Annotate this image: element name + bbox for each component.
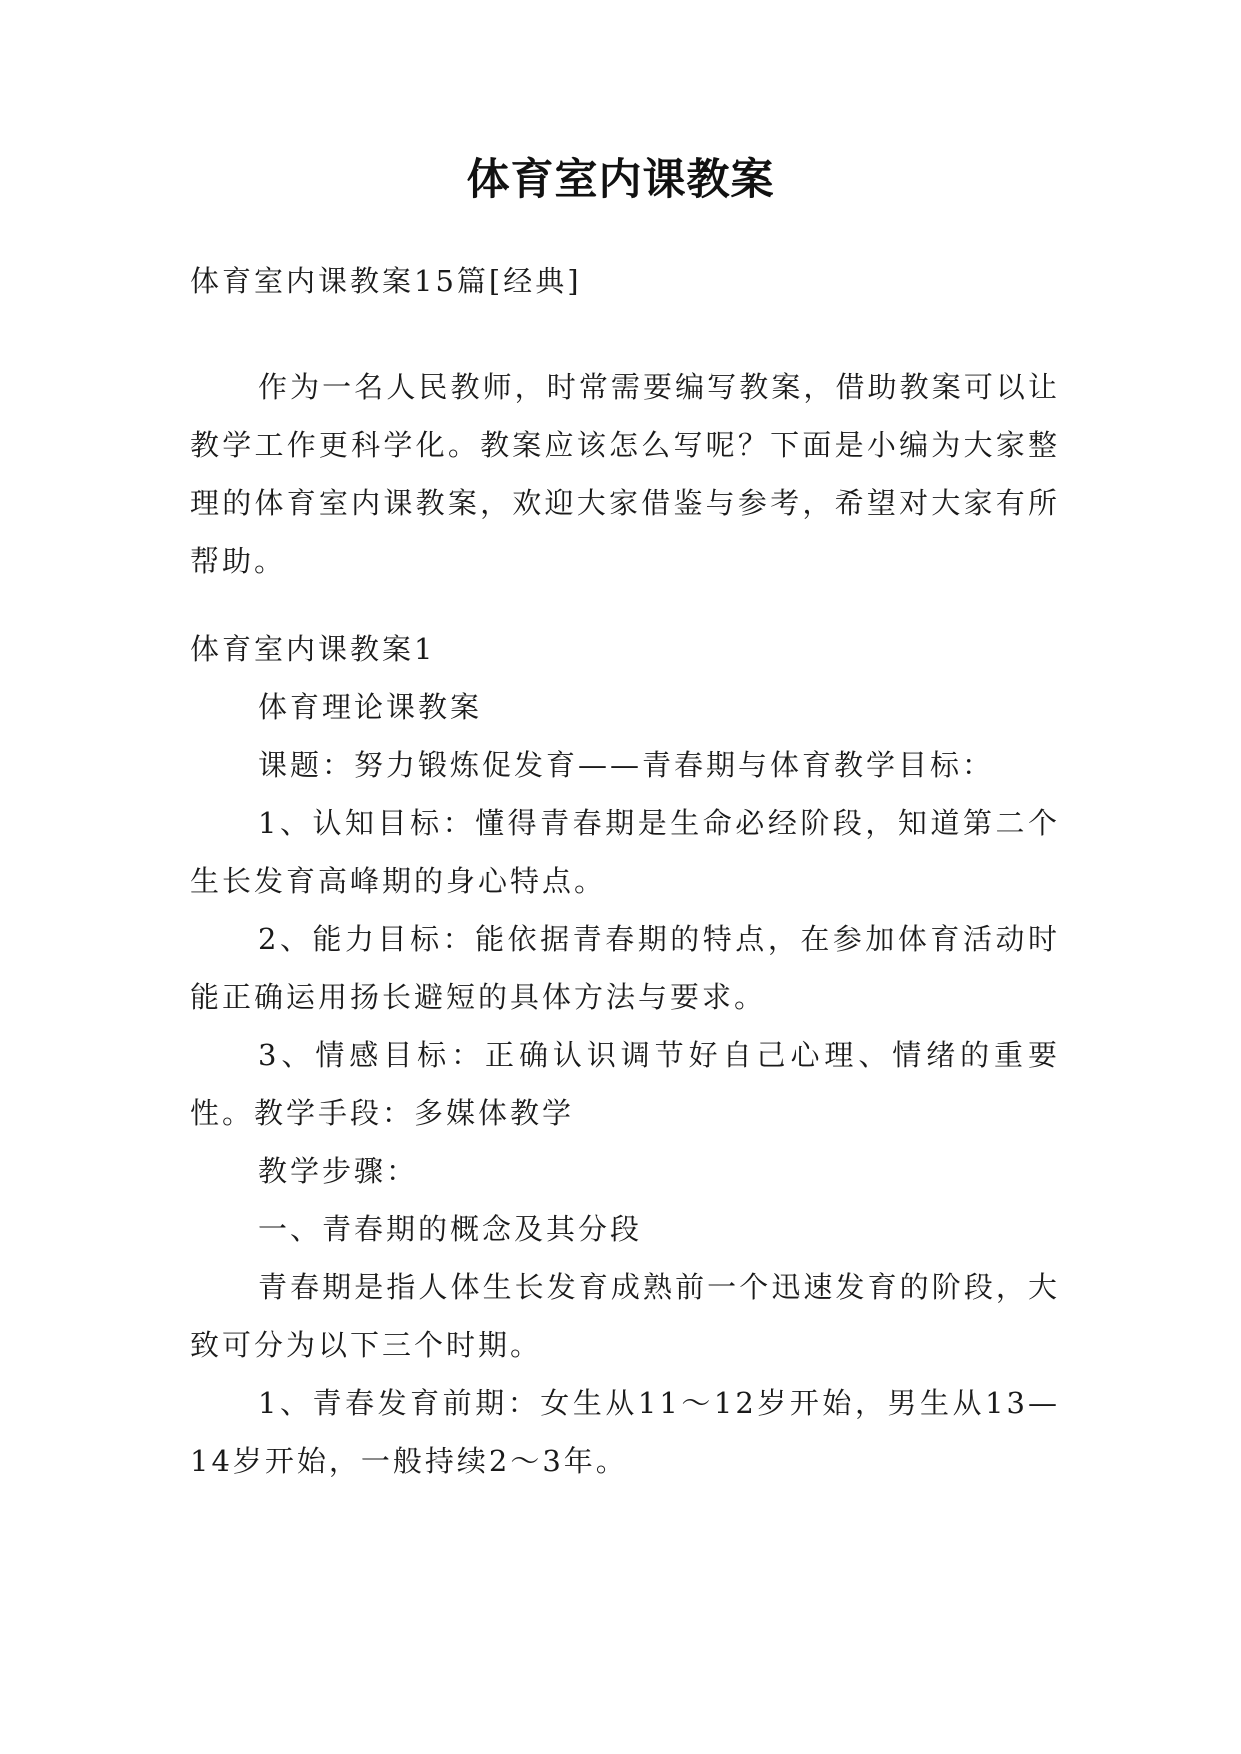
document-title: 体育室内课教案 — [466, 155, 775, 205]
intro-paragraph: 作为一名人民教师，时常需要编写教案，借助教案可以让教学工作更科学化。教案应该怎么写呢？下面是小编为大家整理的体育室内课教案，欢迎大家借鉴与参考，希望对大家有所帮助。 — [190, 370, 1060, 578]
goal-cognitive: 1、认知目标：懂得青春期是生命必经阶段，知道第二个生长发育高峰期的身心特点。 — [190, 806, 1060, 898]
goal-emotional: 3、情感目标：正确认识调节好自己心理、情绪的重要性。教学手段：多媒体教学 — [190, 1038, 1060, 1130]
period-one-item: 1、青春发育前期：女生从11～12岁开始，男生从13—14岁开始，一般持续2～3年。 — [190, 1386, 1060, 1478]
section-heading: 体育室内课教案1 — [190, 632, 436, 666]
topic-line: 课题：努力锻炼促发育——青春期与体育教学目标： — [258, 748, 995, 782]
goal-ability: 2、能力目标：能依据青春期的特点，在参加体育活动时能正确运用扬长避短的具体方法与要求。 — [190, 922, 1060, 1014]
document-subtitle: 体育室内课教案15篇[经典] — [190, 264, 582, 298]
part-one-body: 青春期是指人体生长发育成熟前一个迅速发育的阶段，大致可分为以下三个时期。 — [190, 1270, 1060, 1362]
section-subheading: 体育理论课教案 — [258, 690, 483, 724]
steps-heading: 教学步骤： — [258, 1154, 419, 1188]
part-one-heading: 一、青春期的概念及其分段 — [258, 1212, 643, 1246]
